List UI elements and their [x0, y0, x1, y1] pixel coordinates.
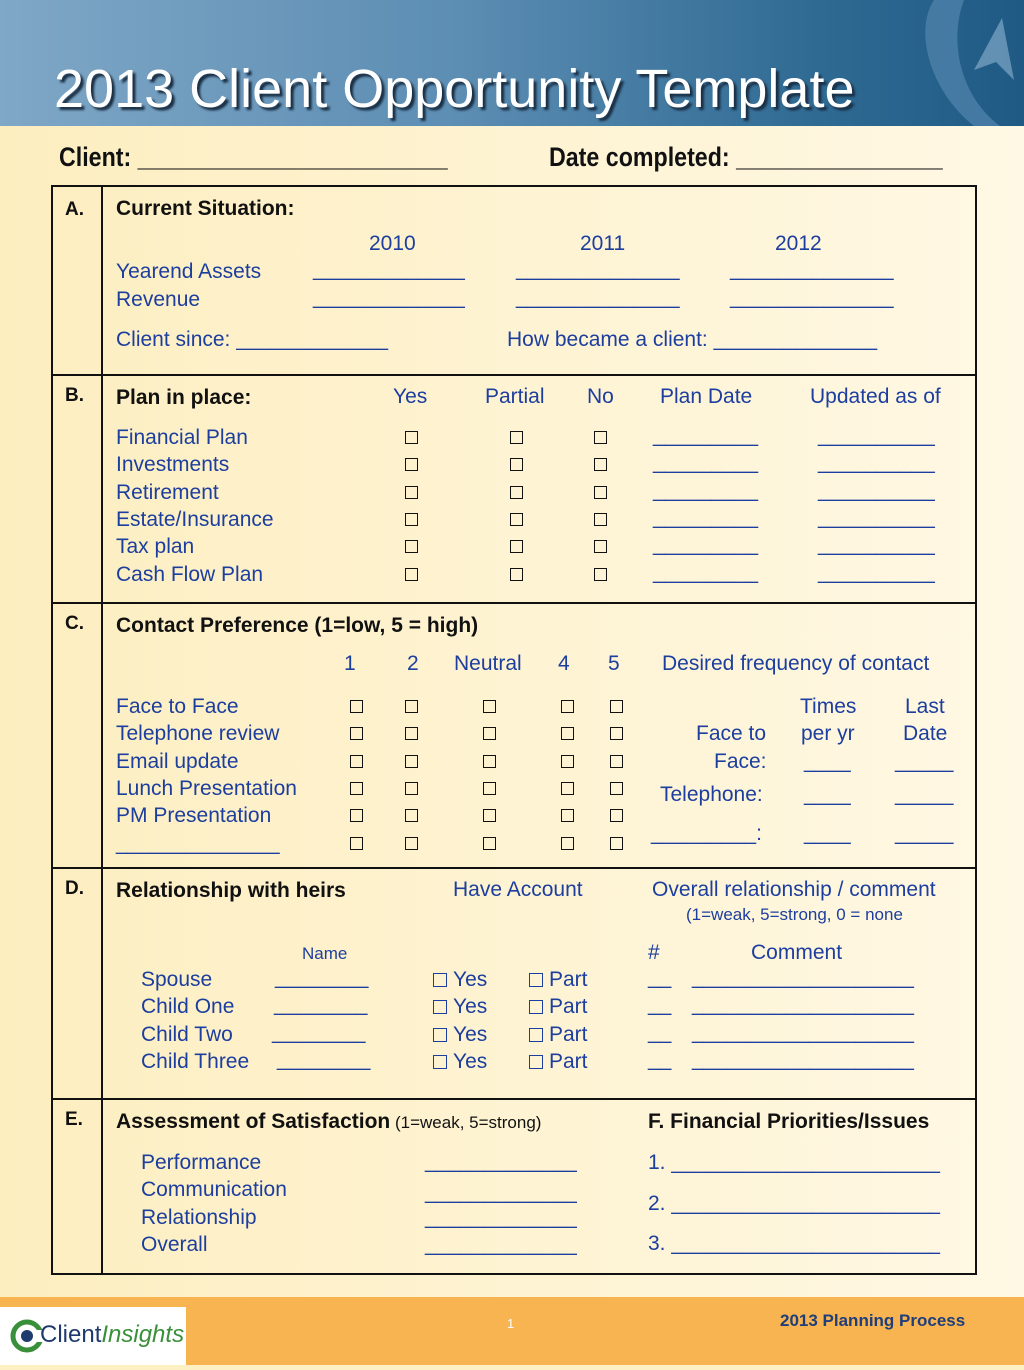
- heir-account-yes-option[interactable]: [433, 1050, 487, 1074]
- heir-part-label: Part: [549, 1022, 588, 1046]
- priority-field[interactable]: 3. _______________________: [648, 1232, 940, 1255]
- heir-part-label: Part: [549, 968, 588, 991]
- plan-no-checkbox[interactable]: [594, 513, 607, 526]
- heir-yes-label: Yes: [453, 968, 488, 991]
- heir-account-yes-option[interactable]: [433, 968, 487, 992]
- satisfaction-row-label: Relationship: [141, 1205, 257, 1229]
- col-plan-date: Plan Date: [660, 385, 753, 408]
- contact-row-label: Face to Face: [116, 695, 239, 718]
- contact-rating-checkbox[interactable]: [350, 755, 363, 768]
- plan-partial-checkbox[interactable]: [510, 568, 523, 581]
- contact-rating-checkbox[interactable]: [483, 755, 496, 768]
- contact-row-label[interactable]: ______________: [116, 831, 280, 855]
- heir-yes-checkbox[interactable]: [433, 1000, 447, 1014]
- plan-date-field[interactable]: _________: [653, 533, 759, 557]
- plan-date-field[interactable]: _________: [653, 424, 759, 447]
- priority-field[interactable]: 2. _______________________: [648, 1191, 940, 1215]
- heir-name-field[interactable]: ________: [275, 966, 369, 989]
- updated-as-of-field[interactable]: __________: [818, 478, 935, 502]
- plan-partial-checkbox[interactable]: [510, 486, 523, 499]
- contact-row-label: PM Presentation: [116, 804, 272, 828]
- plan-row-label: Tax plan: [116, 535, 195, 559]
- other-date-field[interactable]: _____: [895, 822, 954, 845]
- heir-comment-field[interactable]: ___________________: [692, 1020, 914, 1044]
- yearend-assets-label: Yearend Assets: [116, 260, 262, 283]
- logo-text-insights: Insights: [101, 1321, 185, 1348]
- heir-account-part-option[interactable]: [529, 1050, 588, 1074]
- how-became-client-field[interactable]: How became a client: ______________: [507, 328, 878, 351]
- heir-yes-checkbox[interactable]: [433, 973, 447, 987]
- contact-rating-checkbox[interactable]: [405, 700, 418, 713]
- col-updated-as-of: Updated as of: [810, 385, 941, 408]
- plan-no-checkbox[interactable]: [594, 568, 607, 581]
- updated-as-of-field[interactable]: __________: [818, 533, 935, 557]
- contact-rating-checkbox[interactable]: [350, 700, 363, 713]
- heir-account-yes-option[interactable]: [433, 1023, 487, 1047]
- face-to-label: Face to: [696, 722, 767, 745]
- contact-rating-checkbox[interactable]: [483, 782, 496, 795]
- section-e-heading-line: [116, 1110, 541, 1134]
- contact-rating-checkbox[interactable]: [350, 837, 363, 850]
- contact-row-label: Email update: [116, 749, 239, 773]
- have-account-label: Have Account: [453, 878, 583, 901]
- revenue-2012-field[interactable]: ______________: [730, 286, 894, 309]
- heir-yes-label: Yes: [453, 1049, 488, 1073]
- client-insights-logo: [0, 1307, 186, 1365]
- contact-rating-checkbox[interactable]: [610, 837, 623, 850]
- plan-yes-checkbox[interactable]: [405, 431, 418, 444]
- heir-row-label: Spouse: [141, 968, 213, 991]
- plan-row-label: Cash Flow Plan: [116, 562, 264, 586]
- contact-rating-checkbox[interactable]: [561, 700, 574, 713]
- name-column-label: Name: [302, 944, 348, 963]
- face-label: Face:: [714, 750, 767, 773]
- client-label: Client: ________________________: [59, 142, 448, 172]
- section-e-letter: E.: [65, 1109, 83, 1130]
- heir-comment-field[interactable]: ___________________: [692, 966, 914, 989]
- contact-rating-checkbox[interactable]: [561, 837, 574, 850]
- contact-row-label: Lunch Presentation: [116, 776, 297, 800]
- section-divider: [51, 602, 977, 604]
- heir-row-label: Child One: [141, 995, 235, 1019]
- heir-row-label: Child Two: [141, 1022, 233, 1046]
- yearend-assets-2010-field[interactable]: _____________: [313, 258, 465, 281]
- year-2010: 2010: [369, 232, 416, 255]
- contact-rating-checkbox[interactable]: [350, 782, 363, 795]
- heir-account-part-option[interactable]: [529, 968, 588, 992]
- section-d-heading: Relationship with heirs: [116, 879, 346, 902]
- times-label: Times: [800, 695, 857, 718]
- satisfaction-rating-field[interactable]: _____________: [425, 1181, 577, 1204]
- contact-rating-checkbox[interactable]: [483, 837, 496, 850]
- number-column-label: #: [648, 941, 660, 964]
- logo-wordmark: [40, 1321, 184, 1349]
- face-times-field[interactable]: ____: [804, 750, 851, 773]
- section-b-heading: Plan in place:: [116, 386, 252, 409]
- last-label: Last: [905, 695, 945, 718]
- face-date-field[interactable]: _____: [895, 750, 954, 773]
- letter-column-divider: [101, 185, 103, 1275]
- contact-rating-checkbox[interactable]: [483, 727, 496, 740]
- heir-part-checkbox[interactable]: [529, 1028, 543, 1042]
- section-a-heading: Current Situation:: [116, 197, 295, 220]
- heir-yes-label: Yes: [453, 1022, 488, 1046]
- updated-as-of-field[interactable]: __________: [818, 424, 935, 447]
- telephone-times-field[interactable]: ____: [804, 783, 851, 806]
- revenue-2010-field[interactable]: _____________: [313, 286, 465, 309]
- heir-name-field[interactable]: ________: [277, 1047, 371, 1071]
- section-divider: [51, 1098, 977, 1100]
- heir-name-field[interactable]: ________: [274, 993, 368, 1017]
- plan-row-label: Retirement: [116, 480, 219, 504]
- yearend-assets-2012-field[interactable]: ______________: [730, 258, 894, 281]
- satisfaction-rating-field[interactable]: _____________: [425, 1233, 577, 1256]
- yearend-assets-2011-field[interactable]: ______________: [516, 258, 680, 281]
- scale-1: 1: [344, 652, 356, 675]
- contact-rating-checkbox[interactable]: [405, 755, 418, 768]
- section-d-letter: D.: [65, 878, 84, 899]
- other-times-field[interactable]: ____: [804, 822, 851, 845]
- satisfaction-rating-field[interactable]: _____________: [425, 1150, 577, 1173]
- plan-no-checkbox[interactable]: [594, 486, 607, 499]
- plan-no-checkbox[interactable]: [594, 431, 607, 444]
- plan-no-checkbox[interactable]: [594, 540, 607, 553]
- heir-part-checkbox[interactable]: [529, 973, 543, 987]
- heir-comment-field[interactable]: ___________________: [692, 993, 914, 1017]
- plan-yes-checkbox[interactable]: [405, 540, 418, 553]
- contact-rating-checkbox[interactable]: [483, 809, 496, 822]
- updated-as-of-field[interactable]: __________: [818, 505, 935, 529]
- contact-rating-checkbox[interactable]: [561, 782, 574, 795]
- section-e-heading: Assessment of Satisfaction: [116, 1110, 391, 1133]
- contact-rating-checkbox[interactable]: [350, 809, 363, 822]
- heir-part-label: Part: [549, 1049, 588, 1073]
- contact-rating-checkbox[interactable]: [483, 700, 496, 713]
- col-partial: Partial: [485, 385, 545, 408]
- date-completed-label: Date completed: ________________: [549, 142, 943, 172]
- section-divider: [51, 867, 977, 869]
- section-divider: [51, 374, 977, 376]
- heir-rating-field[interactable]: __: [648, 1047, 672, 1071]
- scale-5: 5: [608, 652, 620, 675]
- plan-date-field[interactable]: _________: [653, 451, 759, 475]
- heir-account-yes-option[interactable]: [433, 995, 487, 1019]
- contact-rating-checkbox[interactable]: [405, 809, 418, 822]
- plan-yes-checkbox[interactable]: [405, 486, 418, 499]
- contact-rating-checkbox[interactable]: [350, 727, 363, 740]
- contact-row-label: Telephone review: [116, 722, 280, 746]
- contact-rating-checkbox[interactable]: [561, 727, 574, 740]
- heir-yes-label: Yes: [453, 995, 488, 1019]
- section-c-letter: C.: [65, 613, 84, 634]
- other-contact-field[interactable]: _________:: [651, 822, 762, 845]
- contact-rating-checkbox[interactable]: [405, 727, 418, 740]
- satisfaction-scale-note: (1=weak, 5=strong): [390, 1113, 542, 1132]
- heir-row-label: Child Three: [141, 1049, 250, 1073]
- year-2011: 2011: [580, 232, 626, 255]
- priority-field[interactable]: 1. _______________________: [648, 1151, 940, 1174]
- logo-text-client: Client: [40, 1321, 102, 1348]
- desired-frequency-label: Desired frequency of contact: [662, 652, 930, 675]
- heir-rating-field[interactable]: __: [648, 966, 672, 989]
- relationship-scale-note: (1=weak, 5=strong, 0 = none: [686, 905, 903, 924]
- plan-date-field[interactable]: _________: [653, 478, 759, 502]
- heir-rating-field[interactable]: __: [648, 993, 672, 1017]
- col-no: No: [587, 385, 614, 408]
- contact-rating-checkbox[interactable]: [561, 755, 574, 768]
- plan-partial-checkbox[interactable]: [510, 540, 523, 553]
- arrow-swoosh-icon: [874, 0, 1024, 126]
- telephone-date-field[interactable]: _____: [895, 783, 954, 806]
- overall-relationship-label: Overall relationship / comment: [652, 878, 936, 901]
- contact-rating-checkbox[interactable]: [610, 782, 623, 795]
- section-a-letter: A.: [65, 199, 84, 220]
- satisfaction-row-label: Overall: [141, 1232, 208, 1256]
- date-label: Date: [903, 722, 948, 745]
- planning-process-label: 2013 Planning Process: [780, 1311, 966, 1330]
- heir-yes-checkbox[interactable]: [433, 1055, 447, 1069]
- heir-account-part-option[interactable]: [529, 995, 588, 1019]
- plan-partial-checkbox[interactable]: [510, 431, 523, 444]
- client-since-field[interactable]: Client since: _____________: [116, 328, 389, 351]
- plan-row-label: Estate/Insurance: [116, 507, 274, 531]
- plan-partial-checkbox[interactable]: [510, 513, 523, 526]
- heir-account-part-option[interactable]: [529, 1023, 588, 1047]
- col-yes: Yes: [393, 385, 428, 408]
- per-yr-label: per yr: [801, 722, 855, 745]
- contact-rating-checkbox[interactable]: [610, 809, 623, 822]
- contact-rating-checkbox[interactable]: [405, 837, 418, 850]
- contact-rating-checkbox[interactable]: [405, 782, 418, 795]
- updated-as-of-field[interactable]: __________: [818, 560, 935, 584]
- heir-part-label: Part: [549, 995, 588, 1019]
- contact-rating-checkbox[interactable]: [610, 700, 623, 713]
- heir-name-field[interactable]: ________: [272, 1020, 366, 1044]
- revenue-2011-field[interactable]: ______________: [516, 286, 680, 309]
- scale-neutral: Neutral: [454, 652, 522, 675]
- revenue-label: Revenue: [116, 288, 201, 311]
- page-number: 1: [507, 1316, 515, 1331]
- page-title: 2013 Client Opportunity Template: [54, 59, 855, 119]
- heir-rating-field[interactable]: __: [648, 1020, 672, 1044]
- plan-yes-checkbox[interactable]: [405, 458, 418, 471]
- telephone-label: Telephone:: [660, 783, 763, 806]
- section-c-heading: Contact Preference (1=low, 5 = high): [116, 614, 479, 637]
- comment-column-label: Comment: [751, 941, 843, 964]
- contact-rating-checkbox[interactable]: [610, 755, 623, 768]
- heir-yes-checkbox[interactable]: [433, 1028, 447, 1042]
- satisfaction-row-label: Communication: [141, 1178, 287, 1202]
- plan-date-field[interactable]: _________: [653, 505, 759, 529]
- section-b-letter: B.: [65, 385, 84, 406]
- satisfaction-row-label: Performance: [141, 1151, 262, 1174]
- section-f-heading: F. Financial Priorities/Issues: [648, 1110, 930, 1133]
- plan-no-checkbox[interactable]: [594, 458, 607, 471]
- scale-2: 2: [407, 652, 419, 675]
- heir-part-checkbox[interactable]: [529, 1000, 543, 1014]
- plan-row-label: Investments: [116, 453, 230, 477]
- plan-date-field[interactable]: _________: [653, 560, 759, 584]
- updated-as-of-field[interactable]: __________: [818, 451, 935, 475]
- year-2012: 2012: [775, 232, 822, 255]
- scale-4: 4: [558, 652, 570, 675]
- plan-row-label: Financial Plan: [116, 426, 248, 449]
- satisfaction-rating-field[interactable]: _____________: [425, 1206, 577, 1229]
- plan-partial-checkbox[interactable]: [510, 458, 523, 471]
- heir-comment-field[interactable]: ___________________: [692, 1047, 914, 1071]
- plan-yes-checkbox[interactable]: [405, 513, 418, 526]
- heir-part-checkbox[interactable]: [529, 1055, 543, 1069]
- plan-yes-checkbox[interactable]: [405, 568, 418, 581]
- contact-rating-checkbox[interactable]: [561, 809, 574, 822]
- contact-rating-checkbox[interactable]: [610, 727, 623, 740]
